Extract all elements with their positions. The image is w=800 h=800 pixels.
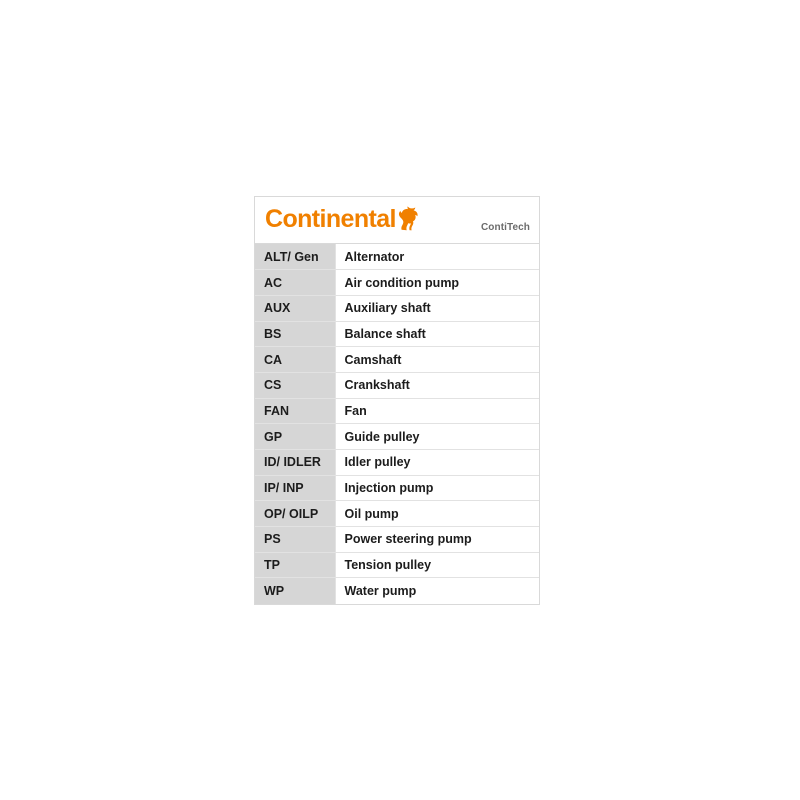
abbr-description: Water pump (335, 578, 539, 604)
abbr-description: Idler pulley (335, 450, 539, 476)
table-row (255, 347, 539, 373)
abbr-description: Camshaft (335, 347, 539, 373)
abbr-code: BS (255, 321, 335, 347)
table-row (255, 398, 539, 424)
abbr-description: Alternator (335, 244, 539, 270)
abbr-code: CA (255, 347, 335, 373)
table-row (255, 321, 539, 347)
abbr-code: AUX (255, 295, 335, 321)
abbr-description: Tension pulley (335, 552, 539, 578)
abbreviation-table (255, 244, 539, 604)
abbr-code: AC (255, 270, 335, 296)
abbr-description: Power steering pump (335, 527, 539, 553)
table-row (255, 424, 539, 450)
abbr-code: CS (255, 372, 335, 398)
table-row (255, 244, 539, 270)
abbr-description: Oil pump (335, 501, 539, 527)
sub-brand-label: ContiTech (480, 222, 530, 233)
table-row (255, 527, 539, 553)
abbr-description: Fan (335, 398, 539, 424)
prancing-horse-icon (397, 205, 419, 236)
abbr-code: GP (255, 424, 335, 450)
abbr-code: ID/ IDLER (255, 450, 335, 476)
abbr-code: OP/ OILP (255, 501, 335, 527)
abbreviation-card (254, 196, 540, 605)
abbr-code: PS (255, 527, 335, 553)
table-row (255, 295, 539, 321)
abbr-description: Air condition pump (335, 270, 539, 296)
brand-wordmark: Continental (265, 205, 396, 233)
abbr-code: TP (255, 552, 335, 578)
table-row (255, 450, 539, 476)
abbr-code: IP/ INP (255, 475, 335, 501)
abbr-description: Auxiliary shaft (335, 295, 539, 321)
table-row (255, 578, 539, 604)
continental-logo (265, 206, 419, 236)
abbr-code: FAN (255, 398, 335, 424)
table-row (255, 270, 539, 296)
table-row (255, 552, 539, 578)
abbr-description: Injection pump (335, 475, 539, 501)
table-row (255, 372, 539, 398)
abbr-code: WP (255, 578, 335, 604)
table-row (255, 501, 539, 527)
abbr-description: Balance shaft (335, 321, 539, 347)
table-row (255, 475, 539, 501)
brand-header (255, 197, 539, 244)
abbr-code: ALT/ Gen (255, 244, 335, 270)
abbr-description: Guide pulley (335, 424, 539, 450)
abbr-description: Crankshaft (335, 372, 539, 398)
